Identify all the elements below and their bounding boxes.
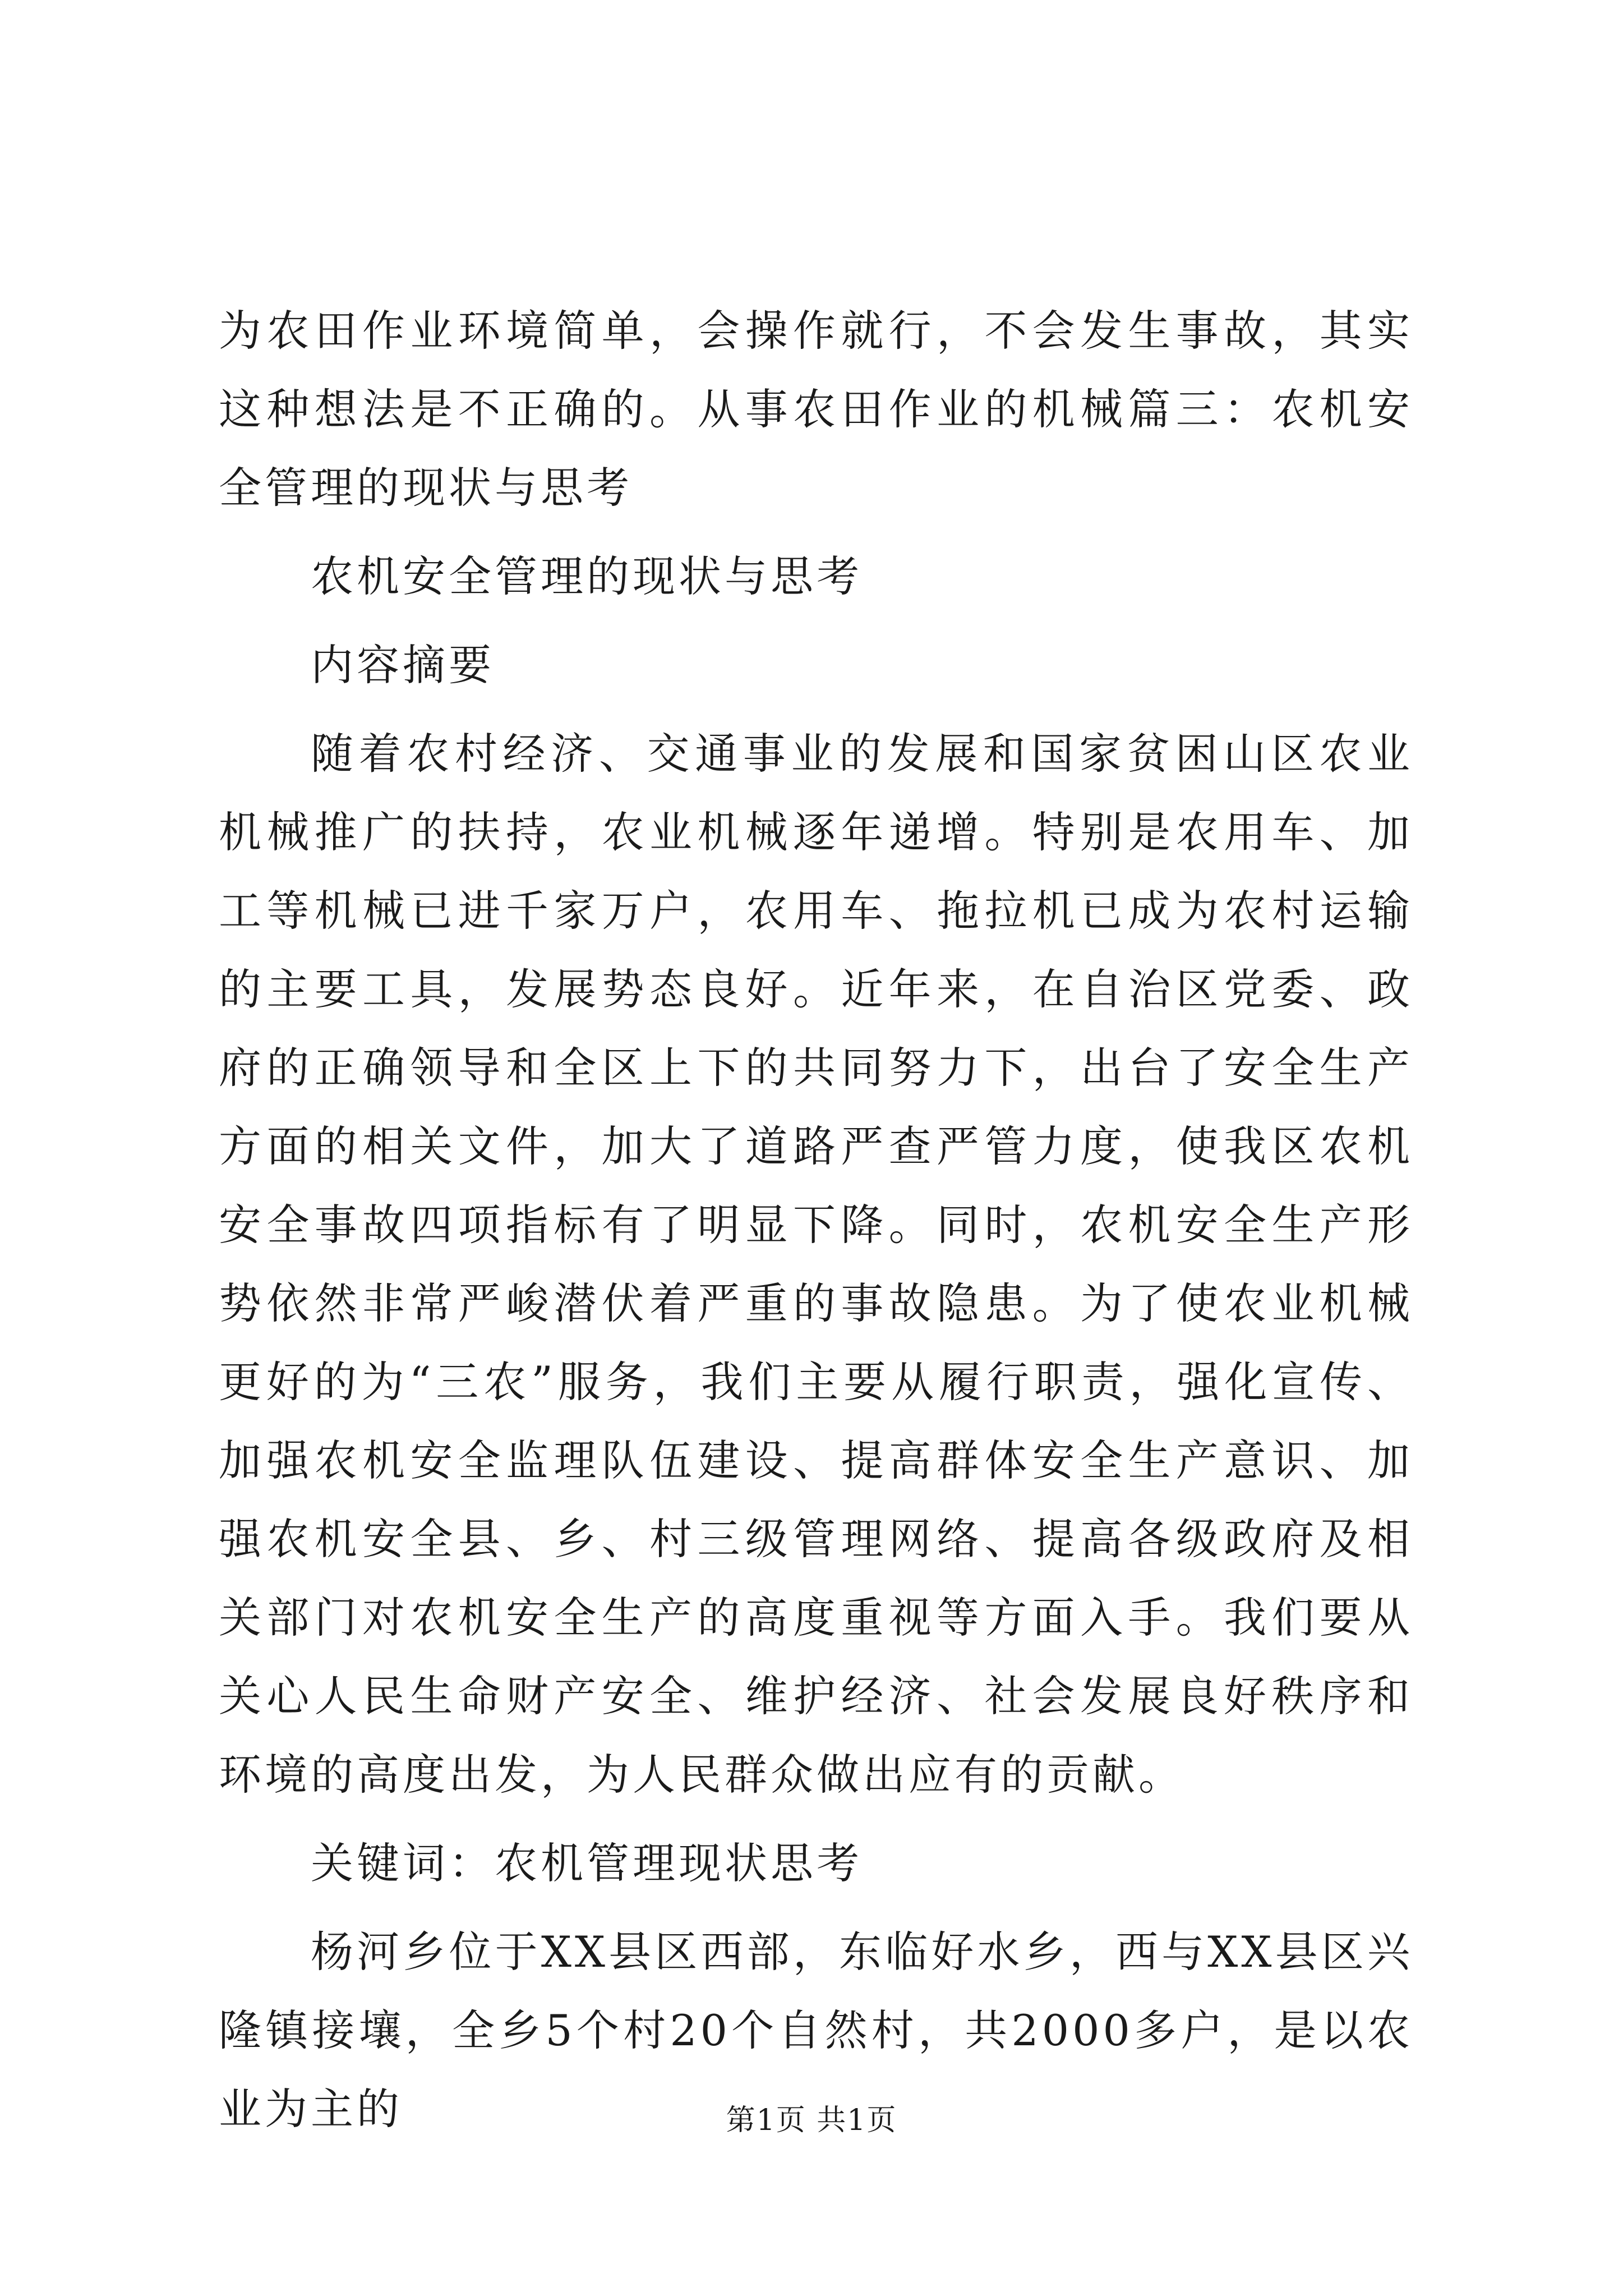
page-footer: 第1页 共1页 (726, 2104, 897, 2137)
abstract-heading: 内容摘要 (311, 640, 495, 690)
paragraph-continuation: 为农田作业环境简单，会操作就行，不会发生事故，其实这种想法是不正确的。从事农田作业的机械篇三：农机安全管理的现状与思考 (219, 306, 1413, 513)
keywords-line: 关键词：农机管理现状思考 (311, 1838, 863, 1888)
body-paragraph: 杨河乡位于XX县区西部，东临好水乡，西与XX县区兴隆镇接壤，全乡5个村20个自然村，共2000多户，是以农业为主的 (219, 1927, 1413, 2134)
section-title: 农机安全管理的现状与思考 (311, 551, 863, 601)
abstract-paragraph: 随着农村经济、交通事业的发展和国家贫困山区农业机械推广的扶持，农业机械逐年递增。特别是农用车、加工等机械已进千家万户，农用车、拖拉机已成为农村运输的主要工具，发展势态良好。近年来，在自治区党委、政府的正确领导和全区上下的共同努力下，出台了安全生产方面的相关文件，加大了道路严查严管力度，使我区农机安全事故四项指标有了明显下降。同时，农机安全生产形势依然非常严峻潜伏着严重的事故隐患。为了使农业机械更好的为“三农”服务，我们主要从履行职责，强化宣传、加强农机安全监理队伍建设、提高群体安全生产意识、加强农机安全县、乡、村三级管理网络、提高各级政府及相关部门对农机安全生产的高度重视等方面入手。我们要从关心人民生命财产安全、维护经济、社会发展良好秩序和环境的高度出发，为人民群众做出应有的贡献。 (219, 729, 1413, 1800)
document-body (219, 292, 1413, 2159)
